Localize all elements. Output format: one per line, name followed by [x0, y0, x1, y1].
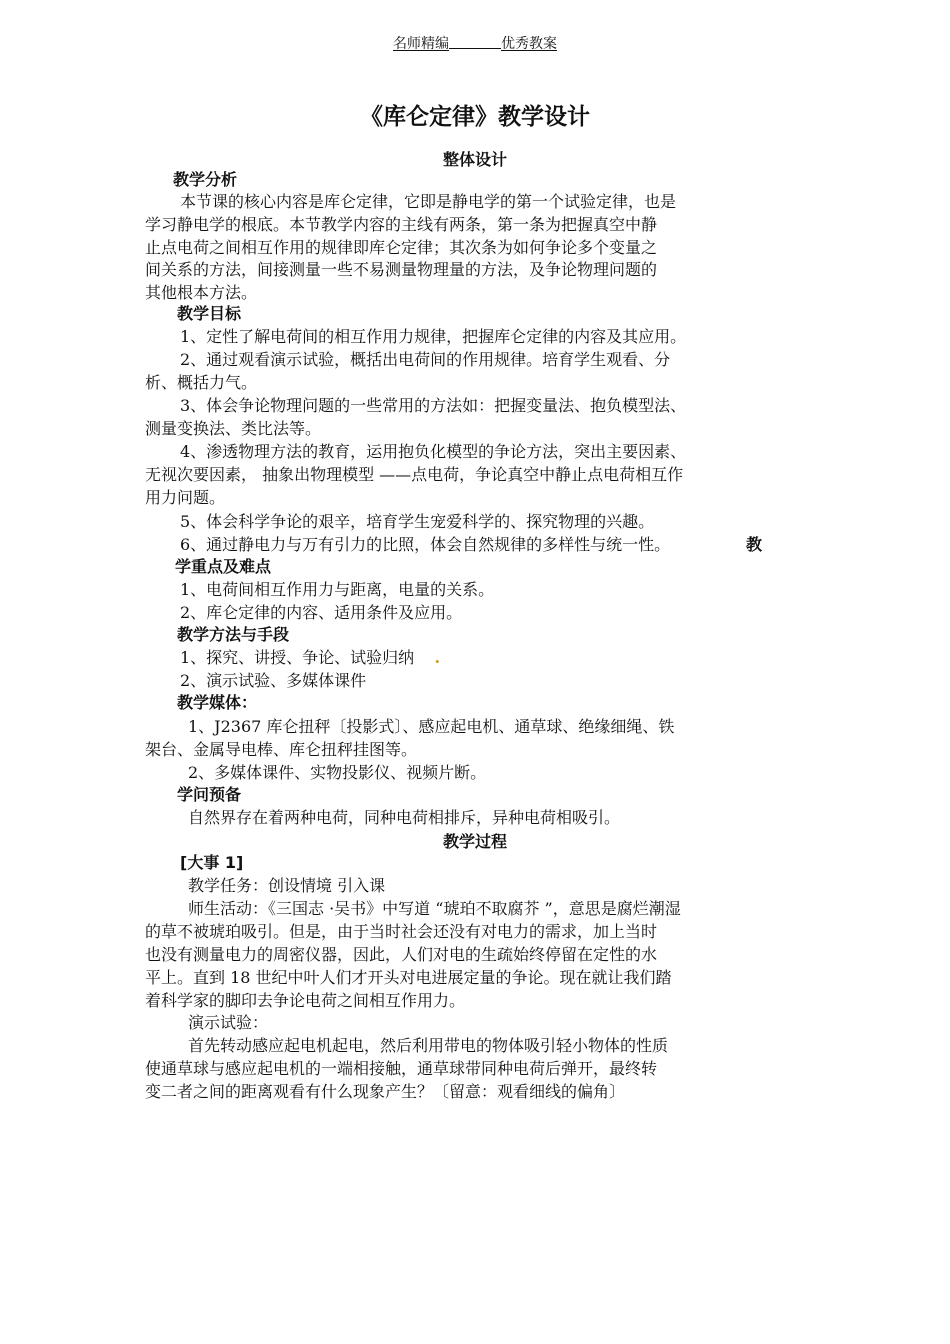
media-line: 架台、金属导电棒、库仑扭秤挂图等。	[145, 740, 418, 759]
analysis-line: 本节课的核心内容是库仑定律，它即是静电学的第一个试验定律，也是	[180, 192, 677, 211]
activity-line: 着科学家的脚印去争论电荷之间相互作用力。	[145, 991, 466, 1010]
method-line-text: 1、探究、讲授、争论、试验归纳	[180, 648, 415, 667]
goal-line: 析、概括力气。	[145, 373, 258, 392]
goal-line: 4、渗透物理方法的教育，运用抱负化模型的争论方法，突出主要因素、	[180, 442, 687, 461]
goal-line: 用力问题。	[145, 488, 226, 507]
prep-line: 自然界存在着两种电荷，同种电荷相排斥，异种电荷相吸引。	[188, 808, 621, 827]
method-line-mark: .	[434, 648, 441, 667]
goals-heading: 教学目标	[177, 304, 242, 323]
goal-line: 2、通过观看演示试验，概括出电荷间的作用规律。培育学生观看、分	[180, 350, 671, 369]
activity-line: 也没有测量电力的周密仪器，因此，人们对电的生疏始终停留在定性的水	[145, 945, 658, 964]
goal-line: 3、体会争论物理问题的一些常用的方法如：把握变量法、抱负模型法、	[180, 396, 687, 415]
goal-line: 无视次要因素， 抽象出物理模型 ——点电荷，争论真空中静止点电荷相互作	[145, 465, 684, 484]
goal-line: 测量变换法、类比法等。	[145, 419, 322, 438]
keypoints-heading-start: 教	[746, 535, 763, 554]
analysis-line: 学习静电学的根底。本节教学内容的主线有两条，第一条为把握真空中静	[145, 215, 658, 234]
activity-line: 平上。直到 18 世纪中叶人们才开头对电进展定量的争论。现在就让我们踏	[145, 968, 672, 987]
method-line: 2、演示试验、多媒体课件	[180, 671, 367, 690]
keypoints-heading: 学重点及难点	[175, 557, 272, 576]
header-left: 名师精编	[393, 36, 449, 52]
header-gap	[449, 35, 501, 49]
demo-line: 首先转动感应起电机起电，然后利用带电的物体吸引轻小物体的性质	[188, 1036, 669, 1055]
media-line: 1、J2367 库仑扭秤〔投影式〕、感应起电机、通草球、绝缘细绳、铁	[188, 717, 675, 736]
analysis-line: 间关系的方法，间接测量一些不易测量物理量的方法，及争论物理问题的	[145, 260, 658, 279]
analysis-heading: 教学分析	[173, 170, 238, 189]
activity-line: 师生活动：《三国志 ·吴书》中写道 “琥珀不取腐芥 ”，意思是腐烂潮湿	[188, 899, 681, 918]
demo-label: 演示试验：	[188, 1013, 269, 1032]
activity-line: 的草不被琥珀吸引。但是，由于当时社会还没有对电力的需求，加上当时	[145, 922, 658, 941]
analysis-line: 其他根本方法。	[145, 283, 258, 302]
media-heading: 教学媒体：	[177, 693, 258, 712]
methods-heading: 教学方法与手段	[177, 625, 290, 644]
event-label: [大事 1]	[180, 853, 244, 872]
page-title: 《库仑定律》教学设计	[360, 104, 590, 130]
prep-heading: 学问预备	[177, 785, 242, 804]
analysis-line: 止点电荷之间相互作用的规律即库仑定律；其次条为如何争论多个变量之	[145, 238, 658, 257]
process-heading: 教学过程	[442, 832, 507, 851]
header-right: 优秀教案	[501, 36, 557, 52]
goal-line: 5、体会科学争论的艰辛，培育学生宠爱科学的、探究物理的兴趣。	[180, 512, 655, 531]
keypoint-line: 2、库仑定律的内容、适用条件及应用。	[180, 603, 463, 622]
goal-line: 1、定性了解电荷间的相互作用力规律，把握库仑定律的内容及其应用。	[180, 327, 687, 346]
keypoint-line: 1、电荷间相互作用力与距离，电量的关系。	[180, 580, 495, 599]
method-line	[180, 647, 440, 669]
overall-design-heading: 整体设计	[442, 150, 507, 169]
demo-line: 使通草球与感应起电机的一端相接触，通草球带同种电荷后弹开，最终转	[145, 1059, 658, 1078]
media-line: 2、多媒体课件、实物投影仪、视频片断。	[188, 763, 487, 782]
page-header	[0, 33, 950, 53]
goal-line: 6、通过静电力与万有引力的比照，体会自然规律的多样性与统一性。	[180, 535, 671, 554]
demo-line: 变二者之间的距离观看有什么现象产生？〔留意：观看细线的偏角〕	[145, 1082, 626, 1101]
task-line: 教学任务：创设情境 引入课	[188, 876, 386, 895]
